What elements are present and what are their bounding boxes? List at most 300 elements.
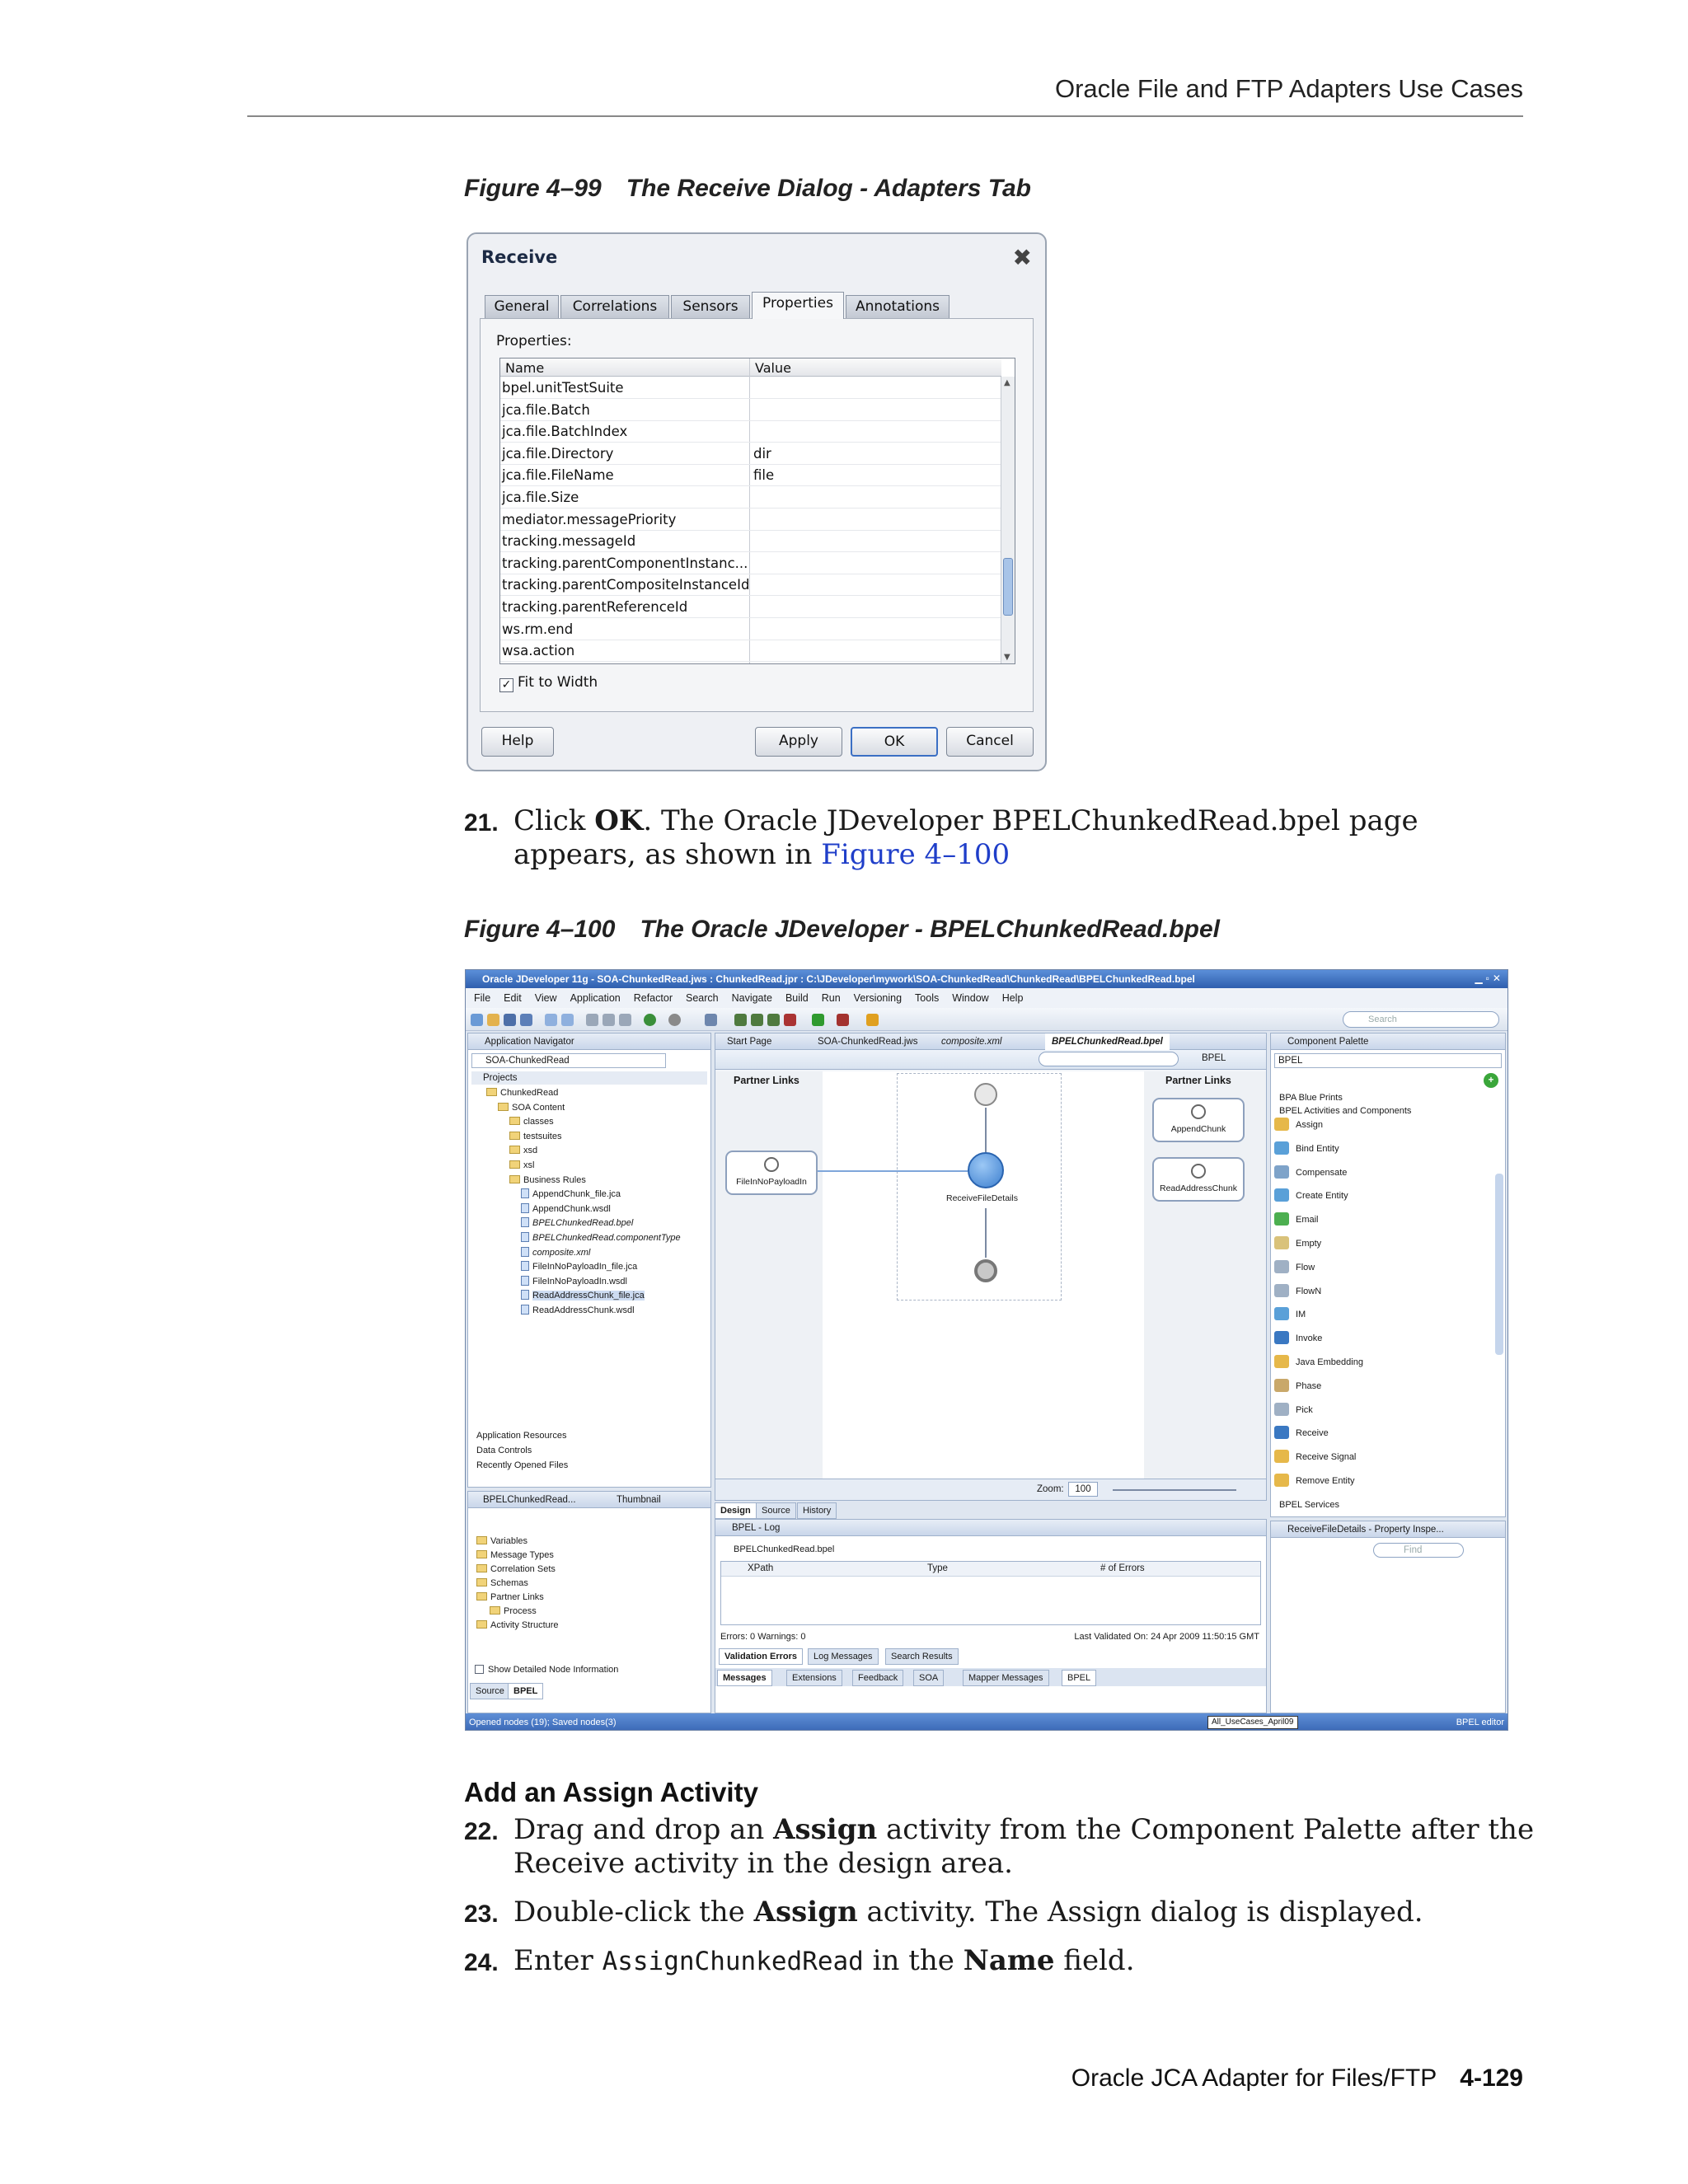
menu-item[interactable]: Run xyxy=(821,992,841,1004)
running-title: Oracle File and FTP Adapters Use Cases xyxy=(1054,74,1523,103)
step-text xyxy=(513,1896,1544,1929)
bottom-tab-strip xyxy=(715,1668,1266,1686)
folder-icon xyxy=(509,1132,520,1140)
tab-soa-jws[interactable]: SOA-ChunkedRead.jws xyxy=(818,1037,918,1047)
palette-item[interactable] xyxy=(1274,1260,1315,1274)
log-table xyxy=(720,1561,1261,1625)
tree-item-label: AppendChunk.wsdl xyxy=(532,1203,611,1214)
tab-mapper[interactable]: Mapper Messages xyxy=(963,1670,1049,1686)
palette-item[interactable] xyxy=(1274,1450,1356,1464)
paste-icon[interactable] xyxy=(619,1014,631,1026)
tree-item-label: composite.xml xyxy=(532,1247,591,1258)
structure-item[interactable] xyxy=(476,1535,528,1548)
navigator-sections xyxy=(471,1429,709,1483)
table-row[interactable] xyxy=(500,596,1001,618)
folder-icon xyxy=(476,1564,487,1572)
tree-item[interactable] xyxy=(521,1289,645,1302)
design-tabs xyxy=(715,1502,879,1517)
check-icon[interactable]: ✓ xyxy=(499,678,513,692)
copy-icon[interactable] xyxy=(603,1014,615,1026)
file-icon xyxy=(521,1188,529,1198)
tree-item[interactable] xyxy=(509,1159,534,1172)
partner-link-append[interactable] xyxy=(1152,1098,1245,1142)
activity-icon xyxy=(1274,1331,1289,1344)
folder-icon xyxy=(476,1578,487,1586)
scroll-thumb[interactable] xyxy=(1003,558,1013,616)
text: field. xyxy=(1054,1944,1135,1977)
dialog-title: Receive xyxy=(481,247,558,267)
show-detailed-label: Show Detailed Node Information xyxy=(488,1665,619,1675)
tree-item[interactable] xyxy=(509,1174,586,1187)
menu-item[interactable]: Versioning xyxy=(853,992,903,1004)
fit-to-width-checkbox[interactable] xyxy=(499,674,598,692)
step-number: 24. xyxy=(464,1949,499,1976)
palette-item[interactable] xyxy=(1274,1379,1321,1393)
tab-start-page[interactable]: Start Page xyxy=(727,1037,772,1047)
tree-item[interactable] xyxy=(509,1115,554,1128)
activity-icon xyxy=(1274,1403,1289,1416)
component-palette xyxy=(1270,1033,1506,1517)
scroll-down-icon[interactable]: ▼ xyxy=(1004,653,1010,662)
zoom-input[interactable]: 100 xyxy=(1068,1482,1098,1497)
tree-item[interactable] xyxy=(521,1275,627,1288)
clean-icon[interactable] xyxy=(767,1014,780,1026)
section-bpa[interactable]: BPA Blue Prints xyxy=(1279,1093,1343,1103)
history-icon[interactable] xyxy=(705,1014,717,1026)
tab-source-view[interactable]: Source xyxy=(756,1502,796,1519)
rebuild-icon[interactable] xyxy=(751,1014,763,1026)
property-name: wsa.action xyxy=(502,643,575,659)
code-name: AssignChunkedRead xyxy=(602,1947,864,1976)
open-icon[interactable] xyxy=(487,1014,499,1026)
palette-item-label: Java Embedding xyxy=(1296,1357,1363,1367)
folder-icon xyxy=(509,1117,520,1125)
back-icon[interactable] xyxy=(644,1014,656,1026)
palette-item-label: Assign xyxy=(1296,1120,1324,1130)
section-data-controls[interactable]: Data Controls xyxy=(476,1446,532,1455)
table-row[interactable] xyxy=(500,486,1001,509)
close-icon[interactable]: ✖ xyxy=(1012,244,1032,271)
jdeveloper-window xyxy=(465,969,1508,1731)
toolbar xyxy=(466,1008,1508,1031)
palette-item-label: Flow xyxy=(1296,1262,1315,1272)
fit-to-width-label: Fit to Width xyxy=(518,674,598,691)
palette-item[interactable] xyxy=(1274,1165,1347,1179)
palette-item[interactable] xyxy=(1274,1284,1321,1298)
menu-item[interactable]: File xyxy=(474,992,491,1004)
partner-link-label: ReadAddressChunk xyxy=(1160,1183,1237,1193)
column-name[interactable]: Name xyxy=(505,360,545,376)
palette-item[interactable] xyxy=(1274,1307,1306,1321)
structure-item-label: Partner Links xyxy=(490,1592,544,1602)
table-row[interactable] xyxy=(500,464,1001,486)
folder-icon xyxy=(476,1550,487,1558)
design-canvas xyxy=(715,1071,1266,1479)
menu-item[interactable]: Search xyxy=(685,992,719,1004)
menu-item[interactable]: Navigate xyxy=(731,992,772,1004)
window-controls[interactable]: ▁▫✕ xyxy=(1475,972,1504,984)
palette-item[interactable] xyxy=(1274,1355,1363,1369)
bpel-editor xyxy=(715,1033,1267,1501)
folder-icon xyxy=(509,1175,520,1183)
tab-annotations[interactable]: Annotations xyxy=(846,295,950,318)
property-name: jca.file.Size xyxy=(502,490,579,505)
text: activity from the Component Palette after the Receive activity in the design area. xyxy=(513,1813,1535,1880)
activity-icon xyxy=(1274,1474,1289,1487)
activity-icon xyxy=(1274,1450,1289,1463)
structure-pane xyxy=(467,1491,711,1713)
figure-number: Figure 4–99 xyxy=(464,175,602,202)
property-name: jca.file.Batch xyxy=(502,401,590,418)
menu-item[interactable]: Application xyxy=(570,992,621,1004)
palette-item-label: Invoke xyxy=(1296,1333,1323,1344)
search-input[interactable]: Search xyxy=(1343,1011,1499,1028)
partner-link-label: AppendChunk xyxy=(1170,1124,1226,1134)
palette-item-label: IM xyxy=(1296,1310,1306,1320)
property-name: tracking.messageId xyxy=(502,533,636,550)
column-xpath[interactable]: XPath xyxy=(748,1563,774,1573)
projects-header[interactable]: Projects xyxy=(471,1071,707,1085)
flow-line xyxy=(985,1108,987,1152)
activity-icon xyxy=(1274,1212,1289,1226)
flow-line xyxy=(985,1208,987,1258)
step-text xyxy=(513,1944,1544,1979)
tab-correlations[interactable]: Correlations xyxy=(560,295,669,318)
activity-icon xyxy=(1274,1188,1289,1202)
tab-feedback[interactable]: Feedback xyxy=(852,1670,903,1686)
file-icon xyxy=(521,1276,529,1286)
table-row[interactable] xyxy=(500,399,1001,421)
receive-activity-label[interactable]: ReceiveFileDetails xyxy=(946,1193,1018,1203)
tree-item[interactable] xyxy=(521,1188,621,1201)
palette-item[interactable] xyxy=(1274,1331,1322,1345)
palette-item[interactable] xyxy=(1274,1141,1339,1155)
tree-item[interactable] xyxy=(498,1101,565,1114)
properties-table xyxy=(499,358,1015,664)
application-navigator xyxy=(467,1033,711,1488)
structure-item-label: Schemas xyxy=(490,1578,528,1588)
tree-item[interactable] xyxy=(521,1304,635,1317)
menu-item[interactable]: Edit xyxy=(504,992,522,1004)
activity-icon xyxy=(1274,1236,1289,1249)
column-errors[interactable]: # of Errors xyxy=(1100,1563,1145,1573)
structure-tabs xyxy=(468,1492,710,1508)
footer-book: Oracle JCA Adapter for Files/FTP xyxy=(1071,2064,1437,2092)
palette-item-label: Email xyxy=(1296,1215,1319,1226)
file-icon xyxy=(521,1290,529,1300)
tab-source[interactable]: Source xyxy=(470,1683,510,1699)
section-services[interactable]: BPEL Services xyxy=(1279,1500,1339,1510)
file-icon xyxy=(521,1247,529,1257)
property-name: jca.file.BatchIndex xyxy=(502,424,628,440)
file-icon xyxy=(521,1203,529,1213)
running-header xyxy=(247,74,1523,117)
tab-soa[interactable]: SOA xyxy=(913,1670,944,1686)
tab-bpel-messages[interactable]: BPEL xyxy=(1062,1670,1096,1686)
property-value[interactable]: file xyxy=(753,467,775,484)
palette-item-label: Compensate xyxy=(1296,1167,1348,1178)
help-button[interactable]: Help xyxy=(481,727,554,757)
partner-links-right-title: Partner Links xyxy=(1165,1075,1231,1086)
file-icon xyxy=(521,1261,529,1271)
forward-icon[interactable] xyxy=(668,1014,681,1026)
step-21 xyxy=(464,804,1536,874)
folder-icon xyxy=(476,1620,487,1629)
run-icon[interactable] xyxy=(812,1014,824,1026)
tree-item[interactable] xyxy=(521,1231,681,1244)
table-row[interactable] xyxy=(500,377,1001,399)
tab-properties[interactable]: Properties xyxy=(752,292,844,319)
menu-item[interactable]: Refactor xyxy=(633,992,673,1004)
property-title: ReceiveFileDetails - Property Inspe... xyxy=(1271,1521,1505,1538)
save-icon[interactable] xyxy=(504,1014,516,1026)
application-select[interactable]: SOA-ChunkedRead xyxy=(471,1053,666,1068)
section-app-resources[interactable]: Application Resources xyxy=(476,1431,567,1441)
tab-bpel[interactable]: BPEL xyxy=(508,1683,543,1699)
property-inspector xyxy=(1270,1521,1506,1713)
step-22 xyxy=(464,1813,1536,1882)
activity-icon xyxy=(1274,1426,1289,1439)
step-text xyxy=(513,1813,1544,1881)
structure-item[interactable] xyxy=(476,1563,556,1576)
tab-validation-errors[interactable]: Validation Errors xyxy=(719,1648,803,1665)
page-footer xyxy=(1071,2064,1523,2093)
tree-item-label: FileInNoPayloadIn.wsdl xyxy=(532,1276,627,1286)
add-icon[interactable]: + xyxy=(1484,1073,1498,1088)
tree-item[interactable] xyxy=(521,1260,637,1273)
tree-item-label: xsl xyxy=(523,1160,535,1170)
structure-item[interactable] xyxy=(490,1605,537,1618)
tree-item-label: classes xyxy=(523,1117,554,1127)
palette-scrollbar[interactable] xyxy=(1495,1174,1503,1355)
step-number: 22. xyxy=(464,1818,499,1845)
tree-item-label: SOA Content xyxy=(512,1102,565,1113)
tab-thumbnail[interactable]: Thumbnail xyxy=(617,1495,661,1505)
log-file: BPELChunkedRead.bpel xyxy=(734,1544,835,1554)
table-row[interactable] xyxy=(500,640,1001,662)
table-row[interactable] xyxy=(500,552,1001,574)
cancel-button[interactable]: Cancel xyxy=(946,727,1034,757)
activity-icon xyxy=(1274,1165,1289,1179)
undo-icon[interactable] xyxy=(545,1014,557,1026)
tab-history[interactable]: History xyxy=(797,1502,837,1519)
tab-messages[interactable]: Messages xyxy=(717,1670,772,1686)
palette-item-label: Create Entity xyxy=(1296,1191,1348,1202)
folder-icon xyxy=(498,1103,509,1111)
menu-item[interactable]: Window xyxy=(952,992,989,1004)
property-find-input[interactable]: Find xyxy=(1373,1543,1464,1558)
properties-label: Properties: xyxy=(496,333,572,349)
step-number: 23. xyxy=(464,1900,499,1928)
structure-item[interactable] xyxy=(476,1591,544,1604)
show-detailed-checkbox[interactable] xyxy=(475,1663,618,1676)
structure-item-label: Correlation Sets xyxy=(490,1564,556,1574)
tree-item-label: ChunkedRead xyxy=(500,1088,559,1098)
folder-icon xyxy=(476,1536,487,1544)
tree-item-label: testsuites xyxy=(523,1131,562,1141)
gear-icon xyxy=(1191,1164,1206,1179)
debug-icon[interactable] xyxy=(837,1014,849,1026)
tree-item[interactable] xyxy=(521,1216,633,1230)
partner-links-left-title: Partner Links xyxy=(734,1075,799,1086)
table-row[interactable] xyxy=(500,574,1001,596)
tree-item[interactable] xyxy=(486,1086,558,1099)
log-title: BPEL - Log xyxy=(715,1520,1266,1536)
structure-item[interactable] xyxy=(476,1577,528,1590)
property-name: tracking.parentCompositeInstanceId xyxy=(502,577,750,593)
navigator-title: Application Navigator xyxy=(468,1033,710,1050)
column-type[interactable]: Type xyxy=(927,1563,948,1573)
step-text xyxy=(513,804,1544,872)
file-icon xyxy=(521,1305,529,1315)
table-scrollbar[interactable] xyxy=(1001,377,1015,663)
palette-item[interactable] xyxy=(1274,1118,1323,1132)
cut-icon[interactable] xyxy=(586,1014,598,1026)
scroll-up-icon[interactable]: ▲ xyxy=(1004,378,1010,387)
log-pane xyxy=(715,1519,1267,1713)
ok-button[interactable]: OK xyxy=(851,727,938,757)
figure-caption-4-99 xyxy=(464,175,1031,203)
palette-item[interactable] xyxy=(1274,1188,1348,1202)
palette-item-label: Receive Signal xyxy=(1296,1452,1357,1463)
window-title: Oracle JDeveloper 11g - SOA-ChunkedRead.jws : ChunkedRead.jpr : C:\JDeveloper\mywork\SOA-ChunkedRead\ChunkedRead\BPELChunkedRead.bpel xyxy=(466,970,1508,988)
tree-item[interactable] xyxy=(509,1130,561,1143)
palette-item-label: Bind Entity xyxy=(1296,1143,1339,1154)
activity-icon xyxy=(1274,1284,1289,1297)
tree-item-label: BPELChunkedRead.bpel xyxy=(532,1218,634,1229)
palette-item[interactable] xyxy=(1274,1212,1319,1226)
log-validated: Last Validated On: 24 Apr 2009 11:50:15 GMT xyxy=(1074,1632,1259,1642)
section-activities[interactable]: BPEL Activities and Components xyxy=(1279,1106,1412,1116)
log-errors: Errors: 0 Warnings: 0 xyxy=(720,1632,806,1642)
text: Double-click the xyxy=(513,1896,754,1929)
column-value[interactable]: Value xyxy=(755,360,791,376)
build-icon[interactable] xyxy=(734,1014,747,1026)
property-name: tracking.parentReferenceId xyxy=(502,599,688,615)
redo-icon[interactable] xyxy=(561,1014,574,1026)
apply-button[interactable]: Apply xyxy=(755,727,842,757)
tab-design[interactable]: Design xyxy=(715,1502,757,1519)
text: Enter xyxy=(513,1944,603,1977)
folder-icon xyxy=(509,1160,520,1169)
structure-item[interactable] xyxy=(476,1549,554,1562)
warning-icon[interactable] xyxy=(866,1014,879,1026)
palette-item[interactable] xyxy=(1274,1236,1321,1250)
tree-item-label: ReadAddressChunk.wsdl xyxy=(532,1305,635,1315)
zoom-slider[interactable] xyxy=(1113,1489,1236,1491)
structure-item-label: Activity Structure xyxy=(490,1620,559,1630)
tab-structure[interactable]: BPELChunkedRead... xyxy=(483,1495,576,1505)
tab-search-results[interactable]: Search Results xyxy=(885,1648,959,1665)
section-recent-files[interactable]: Recently Opened Files xyxy=(476,1460,569,1470)
status-left: Opened nodes (19); Saved nodes(3) xyxy=(469,1718,617,1727)
zoom-label: Zoom: xyxy=(1037,1484,1064,1494)
gear-icon xyxy=(764,1157,779,1172)
receive-activity-icon[interactable] xyxy=(968,1152,1004,1188)
editor-search-input[interactable] xyxy=(1039,1052,1179,1066)
tree-item[interactable] xyxy=(521,1202,611,1216)
palette-item[interactable] xyxy=(1274,1426,1329,1440)
palette-select[interactable]: BPEL xyxy=(1274,1053,1502,1068)
status-bar xyxy=(466,1713,1508,1731)
palette-item[interactable] xyxy=(1274,1474,1355,1488)
dialog-tabs xyxy=(485,292,1029,316)
text: Click xyxy=(513,804,595,837)
figure-caption-4-100 xyxy=(464,916,1220,944)
menu-item[interactable]: View xyxy=(534,992,557,1004)
property-name: bpel.unitTestSuite xyxy=(502,380,624,396)
partner-link-file-in[interactable] xyxy=(725,1151,818,1195)
tree-item[interactable] xyxy=(509,1144,537,1157)
palette-item-label: FlowN xyxy=(1296,1286,1322,1296)
tree-item-label: Business Rules xyxy=(523,1174,586,1185)
table-row[interactable] xyxy=(500,420,1001,443)
bpel-dropdown[interactable]: BPEL xyxy=(1202,1053,1226,1063)
palette-item-label: Phase xyxy=(1296,1380,1322,1391)
new-icon[interactable] xyxy=(471,1014,483,1026)
activity-icon xyxy=(1274,1379,1289,1392)
menu-item[interactable]: Tools xyxy=(915,992,940,1004)
deploy-icon[interactable] xyxy=(784,1014,796,1026)
tree-item[interactable] xyxy=(521,1246,590,1259)
bold-ok: OK xyxy=(594,804,644,837)
property-name: mediator.messagePriority xyxy=(502,511,677,527)
palette-title: Component Palette xyxy=(1271,1033,1505,1050)
structure-item-label: Variables xyxy=(490,1536,528,1546)
folder-icon xyxy=(490,1606,500,1615)
text: . The Oracle JDeveloper BPELChunkedRead.bpel page appears, as shown in xyxy=(513,804,1418,871)
status-right: BPEL editor xyxy=(1456,1718,1504,1727)
tab-composite[interactable]: composite.xml xyxy=(941,1037,1002,1047)
menu-item[interactable]: Build xyxy=(785,992,809,1004)
partner-link-read-address[interactable] xyxy=(1152,1157,1245,1202)
page-number: 4-129 xyxy=(1460,2064,1523,2092)
tree-item-label: FileInNoPayloadIn_file.jca xyxy=(532,1262,638,1272)
palette-item[interactable] xyxy=(1274,1403,1313,1417)
palette-item-label: Remove Entity xyxy=(1296,1476,1355,1486)
tab-general[interactable]: General xyxy=(485,295,559,318)
partner-lane-left xyxy=(715,1071,823,1479)
receive-dialog xyxy=(467,232,1047,771)
tab-log-messages[interactable]: Log Messages xyxy=(808,1648,879,1665)
palette-item-label: Empty xyxy=(1296,1239,1322,1249)
table-row[interactable] xyxy=(500,530,1001,552)
folder-icon xyxy=(476,1592,487,1601)
property-name: tracking.parentComponentInstanc... xyxy=(502,555,748,571)
figure-link[interactable]: Figure 4–100 xyxy=(821,838,1010,871)
tab-extensions[interactable]: Extensions xyxy=(786,1670,842,1686)
start-node[interactable] xyxy=(974,1083,997,1106)
property-value[interactable]: dir xyxy=(753,445,771,462)
table-row[interactable] xyxy=(500,443,1001,465)
menu-item[interactable]: Help xyxy=(1001,992,1024,1004)
bold-assign: Assign xyxy=(773,1813,878,1846)
section-title: Add an Assign Activity xyxy=(464,1777,758,1807)
tab-bpel-editor[interactable]: BPELChunkedRead.bpel xyxy=(1045,1033,1170,1050)
table-row[interactable] xyxy=(500,618,1001,640)
activity-icon xyxy=(1274,1260,1289,1273)
table-row[interactable] xyxy=(500,509,1001,531)
tab-sensors[interactable]: Sensors xyxy=(671,295,750,318)
structure-item[interactable] xyxy=(476,1619,559,1632)
tooltip: All_UseCases_April09 xyxy=(1207,1716,1298,1729)
tree-item-label: ReadAddressChunk_file.jca xyxy=(532,1291,645,1301)
property-name: jca.file.FileName xyxy=(502,467,614,484)
save-all-icon[interactable] xyxy=(520,1014,532,1026)
palette-item-label: Receive xyxy=(1296,1428,1329,1439)
end-node[interactable] xyxy=(974,1259,997,1282)
structure-item-label: Process xyxy=(504,1606,537,1616)
